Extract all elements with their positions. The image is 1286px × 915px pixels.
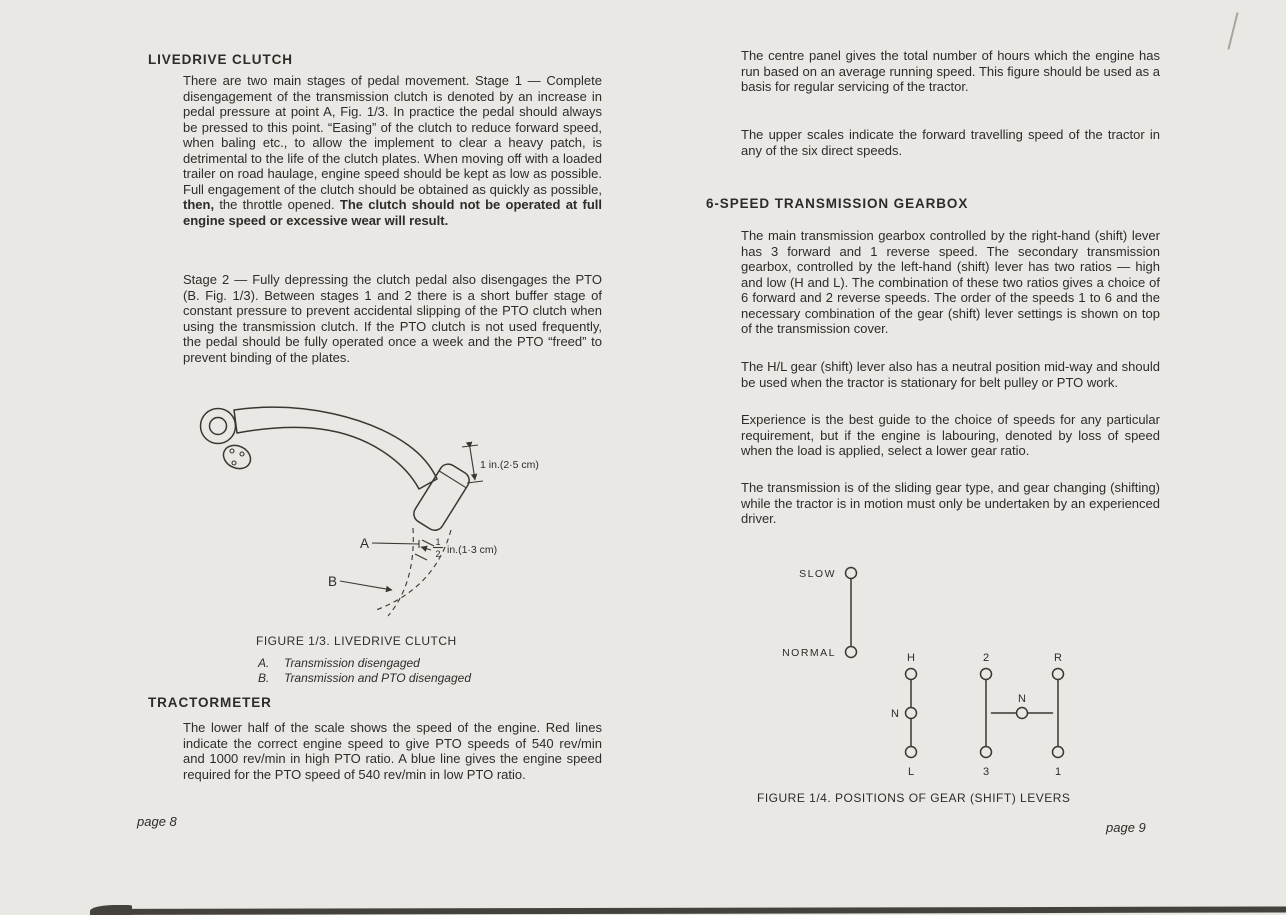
section-heading-livedrive-clutch: LIVEDRIVE CLUTCH [148,52,293,67]
bolt-hole [230,449,234,453]
main-position-neutral [1017,708,1028,719]
paragraph-clutch-stage1 [183,73,602,228]
main-3-label: 3 [982,766,990,778]
pedal-clamp [220,441,255,473]
dimension-1-arrow [470,448,475,480]
pedal-arm [234,407,437,489]
main-position-3 [981,747,992,758]
main-neutral-label: N [1018,693,1026,705]
dimension-2-numerator: 1 [435,537,441,547]
figure-1-3-caption: FIGURE 1/3. LIVEDRIVE CLUTCH [256,634,457,648]
range-position-normal [846,647,857,658]
pedal-travel-arc-2 [388,528,413,616]
dimension-1-tick-top [462,445,478,447]
slow-label: SLOW [799,568,836,580]
stage-tick-a [422,540,434,546]
figure-1-4-caption: FIGURE 1/4. POSITIONS OF GEAR (SHIFT) LEVERS [757,791,1071,805]
pedal-point-b-label: B [328,574,338,589]
main-position-1 [1053,747,1064,758]
main-position-r [1053,669,1064,680]
paragraph-hl-lever: The H/L gear (shift) lever also has a neutral position mid-way and should be used when the tractor is stationary for belt pulley or PTO work. [741,359,1160,390]
dimension-2-unit: in.(1·3 cm) [447,544,498,556]
bolt-hole [240,452,244,456]
paragraph-centre-panel: The centre panel gives the total number of hours which the engine has run based on an average running speed. This figure should be used as a basis for regular servicing of the tractor. [741,48,1160,94]
clutch-pedal-drawing [188,388,608,636]
legend-item-a [258,656,471,671]
gear-pattern-diagram [748,556,1093,786]
paragraph-upper-scales: The upper scales indicate the forward travelling speed of the tractor in any of the six direct speeds. [741,127,1160,158]
figure-1-3-legend [258,656,471,686]
dimension-1-label: 1 in.(2·5 cm) [480,459,539,471]
pedal-point-a-label: A [360,536,370,551]
pedal-pivot-hole [210,418,227,435]
hl-position-low [906,747,917,758]
figure-livedrive-clutch [188,388,608,636]
paragraph-sliding-gear: The transmission is of the sliding gear type, and gear changing (shifting) while the tractor is in motion must only be undertaken by an experienced driver. [741,480,1160,526]
bolt-hole [232,461,236,465]
hl-high-label: H [907,652,915,664]
paragraph-text: the throttle opened. [214,197,340,212]
main-position-2 [981,669,992,680]
normal-label: NORMAL [782,647,836,659]
hl-position-neutral [906,708,917,719]
paragraph-clutch-stage2: Stage 2 — Fully depressing the clutch pedal also disengages the PTO (B. Fig. 1/3). Between stages 1 and 2 there is a short buffer stage of constant pressure to prevent accidental slipping of the PTO clutch when using the transmission clutch. If the PTO clutch is not used frequently, the pedal should be fully operated once a week and the PTO “freed” to prevent binding of the plates. [183,272,602,365]
range-position-slow [846,568,857,579]
main-1-label: 1 [1054,766,1062,778]
paragraph-tractormeter: The lower half of the scale shows the speed of the engine. Red lines indicate the correct engine speed to give PTO speeds of 540 rev/min and 1000 rev/min in high PTO ratio. A blue line gives the engine speed required for the PTO speed of 540 rev/min in low PTO ratio. [183,720,602,782]
section-heading-gearbox: 6-SPEED TRANSMISSION GEARBOX [706,196,969,211]
main-r-label: R [1054,652,1062,664]
page-number-left: page 8 [137,814,177,829]
leader-a [372,543,419,544]
page-number-right: page 9 [1106,820,1146,835]
scan-scratch-mark [1227,12,1238,49]
scan-edge-bottom [96,907,1286,915]
legend-key-a: A. [258,656,270,670]
hl-low-label: L [907,766,915,778]
section-heading-tractormeter: TRACTORMETER [148,695,272,710]
figure-gear-lever-positions [748,556,1093,786]
paragraph-gearbox-main: The main transmission gearbox controlled by the right-hand (shift) lever has 3 forward and 1 reverse speed. The secondary transmission gearbox, controlled by the left-hand (shift) lever has two ratios — high and low (H and L). The combination of these two ratios gives a choice of 6 forward and 2 reverse speeds. The order of the speeds 1 to 6 and the necessary combination of the gear (shift) lever settings is shown on top of the transmission cover. [741,228,1160,336]
paragraph-bold-then: then, [183,197,215,212]
main-2-label: 2 [982,652,990,664]
pedal-pivot-boss [201,409,236,444]
legend-item-b [258,671,471,686]
paragraph-bold-warning: The clutch should not be operated at full engine speed or excessive wear will result. [183,197,602,228]
legend-key-b: B. [258,671,270,685]
hl-neutral-label: N [891,708,899,720]
legend-text-b: Transmission and PTO disengaged [284,671,471,685]
dimension-2-arrow [421,547,431,550]
pedal-pad [410,461,472,534]
legend-text-a: Transmission disengaged [284,656,420,670]
dimension-2-denominator: 2 [435,549,441,559]
paragraph-experience: Experience is the best guide to the choice of speeds for any particular requirement, but if the engine is labouring, denoted by loss of speed when the load is applied, select a lower gear ratio. [741,412,1160,458]
hl-position-high [906,669,917,680]
paragraph-text: There are two main stages of pedal movement. Stage 1 — Complete disengagement of the transmission clutch is denoted by an increase in pedal pressure at point A, Fig. 1/3. In practice the pedal should always be pressed to this point. “Easing” of the clutch to reduce forward speed, when baling etc., to allow the implement to clear a heavy patch, is detrimental to the life of the clutch plates. When moving off with a loaded trailer on road haulage, engine speed should be kept as low as possible. Full engagement of the clutch should be obtained as quickly as possible, [183,73,602,197]
stage-tick-b [415,554,427,560]
leader-b [340,581,392,590]
